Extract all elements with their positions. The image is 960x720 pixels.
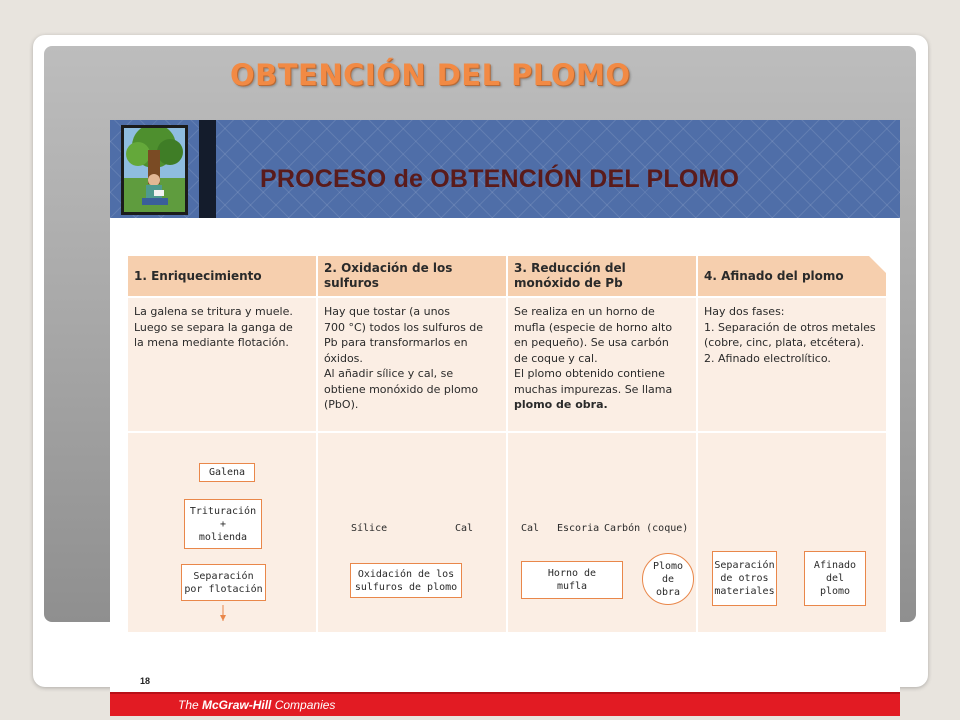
- publisher-logo: [178, 698, 335, 712]
- flow-box-separacion-flotacion: Separación por flotación: [181, 564, 266, 601]
- textbook-page-image: [110, 120, 900, 692]
- flow-circle-plomo-obra: Plomo de obra: [642, 553, 694, 605]
- flow-box-galena: Galena: [199, 463, 255, 482]
- publisher-brand: McGraw-Hill: [202, 698, 272, 712]
- slide-title: OBTENCIÓN DEL PLOMO: [230, 58, 631, 92]
- column-text: Hay dos fases: 1. Separación de otros metales (cobre, cinc, plata, etcétera). 2. Afinado electrolítico.: [704, 305, 876, 365]
- flow-connectors: [223, 605, 804, 632]
- flow-label-cal: Cal: [455, 523, 474, 534]
- person-under-tree-illustration: [124, 128, 185, 212]
- column-header: 4. Afinado del plomo: [698, 256, 886, 298]
- flow-box-separacion-otros: Separación de otros materiales: [712, 551, 777, 606]
- flow-box-horno-mufla: Horno de mufla: [521, 561, 623, 599]
- column-header: 2. Oxidación de los sulfuros: [318, 256, 506, 298]
- flow-label-escoria: Escoria: [557, 523, 600, 534]
- page-number: 18: [140, 676, 151, 686]
- flow-box-oxidacion: Oxidación de los sulfuros de plomo: [350, 563, 462, 598]
- column-header: 3. Reducción del monóxido de Pb: [508, 256, 696, 298]
- column-text: Hay que tostar (a unos 700 °C) todos los sulfuros de Pb para transformarlos en óxidos. Al añadir sílice y cal, se obtiene monóxido de plomo (PbO).: [324, 305, 484, 411]
- flow-label-silice: Sílice: [351, 523, 388, 534]
- flow-box-afinado: Afinado del plomo: [804, 551, 866, 606]
- publisher-prefix: The: [178, 698, 203, 712]
- flow-label-cal: Cal: [521, 523, 540, 534]
- banner-stripe: [199, 120, 216, 218]
- page-banner: [110, 120, 900, 218]
- column-text: La galena se tritura y muele. Luego se separa la ganga de la mena mediante flotación.: [134, 305, 293, 349]
- column-text: Se realiza en un horno de mufla (especie de horno alto en pequeño). Se usa carbón de coque y cal. El plomo obtenido contiene muchas impurezas. Se llama: [514, 305, 673, 396]
- banner-title: PROCESO de OBTENCIÓN DEL PLOMO: [260, 165, 740, 193]
- plomo-de-obra-term: plomo de obra.: [514, 398, 608, 411]
- flow-label-carbon: Carbón (coque): [604, 523, 689, 534]
- column-header: 1. Enriquecimiento: [128, 256, 316, 298]
- banner-photo: [121, 125, 188, 215]
- flow-box-trituracion: Trituración + molienda: [184, 499, 262, 549]
- publisher-suffix: Companies: [271, 698, 336, 712]
- publisher-footer: [110, 692, 900, 716]
